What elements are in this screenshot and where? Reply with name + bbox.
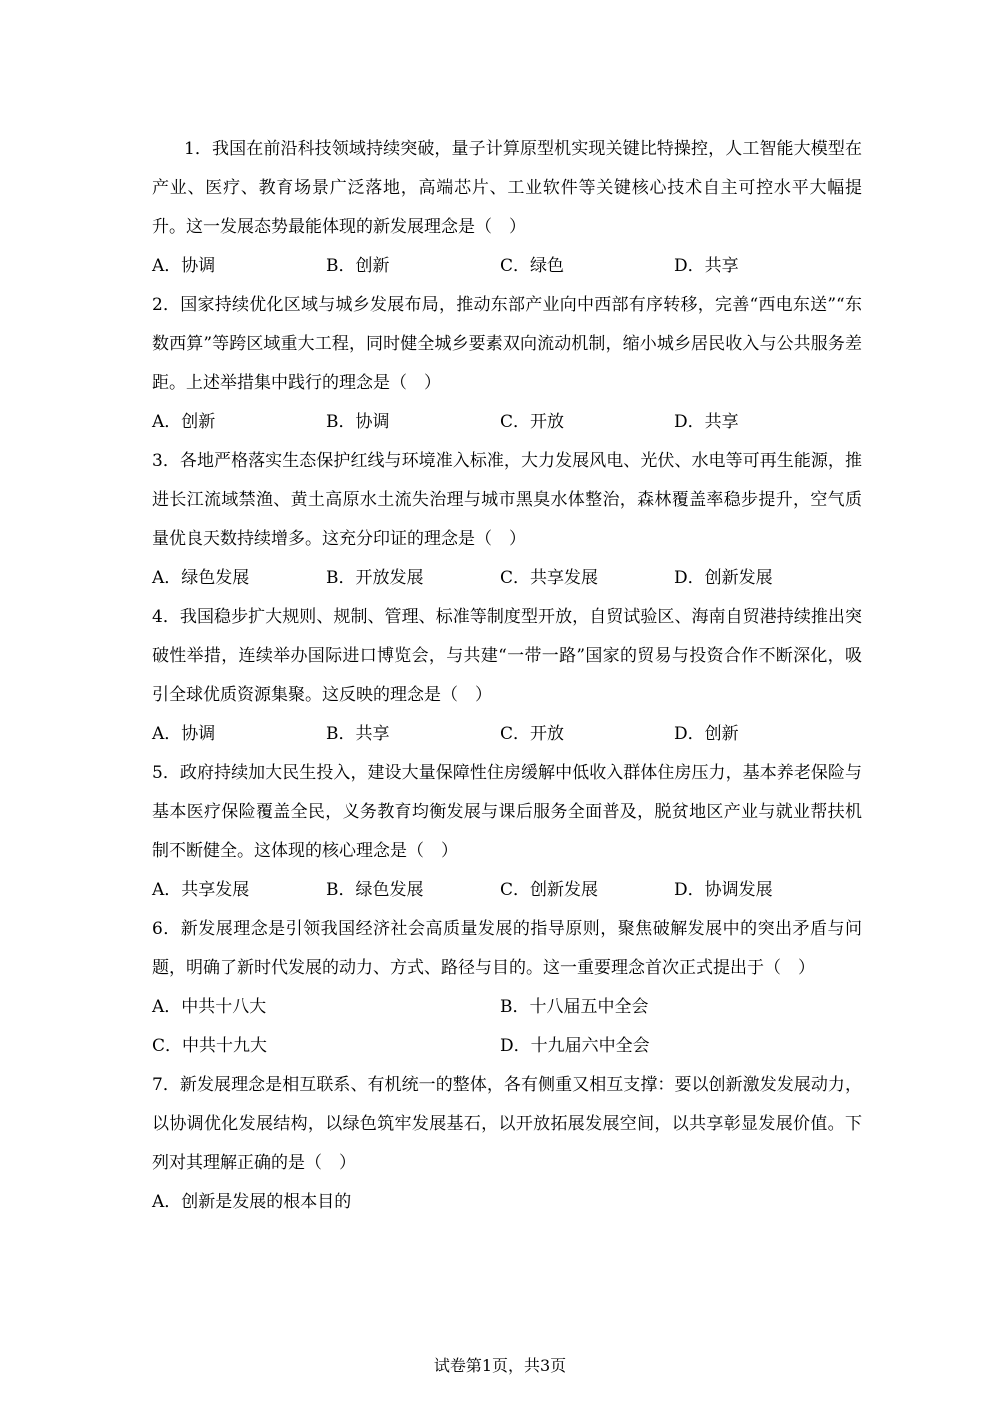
option-row [152, 871, 862, 910]
page-footer: 试卷第1页，共3页 [433, 1356, 567, 1375]
question-stem: 2．国家持续优化区域与城乡发展布局，推动东部产业向中西部有序转移，完善“西电东送”“东数西算”等跨区域重大工程，同时健全城乡要素双向流动机制，缩小城乡居民收入与公共服务差距。上述举措集中践行的理念是（ ） [152, 295, 862, 393]
option-d: D．协调发展 [674, 880, 773, 900]
question-stem: 6．新发展理念是引领我国经济社会高质量发展的指导原则，聚焦破解发展中的突出矛盾与问题，明确了新时代发展的动力、方式、路径与目的。这一重要理念首次正式提出于（ ） [152, 919, 862, 978]
option-c: C．共享发展 [500, 568, 599, 588]
option-row [152, 247, 862, 286]
question-2 [152, 286, 862, 442]
question-stem: 5．政府持续加大民生投入，建设大量保障性住房缓解中低收入群体住房压力，基本养老保险与基本医疗保险覆盖全民，义务教育均衡发展与课后服务全面普及，脱贫地区产业与就业帮扶机制不断健全。这体现的核心理念是（ ） [152, 763, 862, 861]
question-list [152, 130, 862, 1222]
option-a: A．创新是发展的根本目的 [152, 1192, 352, 1212]
option-c: C．中共十九大 [152, 1036, 268, 1056]
option-a: A．中共十八大 [152, 997, 267, 1017]
option-d: D．共享 [674, 256, 739, 276]
question-4 [152, 598, 862, 754]
option-a: A．协调 [152, 256, 216, 276]
option-a: A．创新 [152, 412, 216, 432]
question-3 [152, 442, 862, 598]
option-row [152, 715, 862, 754]
option-column [152, 1183, 862, 1222]
option-b: B．协调 [326, 412, 390, 432]
option-b: B．共享 [326, 724, 390, 744]
option-a: A．共享发展 [152, 880, 250, 900]
question-6 [152, 910, 862, 1066]
question-stem: 7．新发展理念是相互联系、有机统一的整体，各有侧重又相互支撑：要以创新激发发展动力，以协调优化发展结构，以绿色筑牢发展基石，以开放拓展发展空间，以共享彰显发展价值。下列对其理解正确的是（ ） [152, 1075, 862, 1173]
option-c: C．创新发展 [500, 880, 599, 900]
option-row [152, 403, 862, 442]
option-b: B．十八届五中全会 [500, 997, 649, 1017]
question-1 [152, 130, 862, 286]
option-a: A．协调 [152, 724, 216, 744]
option-d: D．创新 [674, 724, 739, 744]
option-b: B．开放发展 [326, 568, 424, 588]
option-b: B．绿色发展 [326, 880, 424, 900]
option-c: C．开放 [500, 412, 565, 432]
option-grid [152, 988, 862, 1066]
question-stem: 3．各地严格落实生态保护红线与环境准入标准，大力发展风电、光伏、水电等可再生能源，推进长江流域禁渔、黄土高原水土流失治理与城市黑臭水体整治，森林覆盖率稳步提升，空气质量优良天数持续增多。这充分印证的理念是（ ） [152, 451, 862, 549]
question-stem: 1．我国在前沿科技领域持续突破，量子计算原型机实现关键比特操控，人工智能大模型在产业、医疗、教育场景广泛落地，高端芯片、工业软件等关键核心技术自主可控水平大幅提升。这一发展态势最能体现的新发展理念是（ ） [152, 139, 862, 237]
option-c: C．绿色 [500, 256, 565, 276]
option-a: A．绿色发展 [152, 568, 250, 588]
question-7 [152, 1066, 862, 1222]
option-row [152, 559, 862, 598]
option-d: D．共享 [674, 412, 739, 432]
question-5 [152, 754, 862, 910]
option-d: D．创新发展 [674, 568, 773, 588]
option-d: D．十九届六中全会 [500, 1036, 650, 1056]
option-c: C．开放 [500, 724, 565, 744]
option-b: B．创新 [326, 256, 390, 276]
question-stem: 4．我国稳步扩大规则、规制、管理、标准等制度型开放，自贸试验区、海南自贸港持续推出突破性举措，连续举办国际进口博览会，与共建“一带一路”国家的贸易与投资合作不断深化，吸引全球优质资源集聚。这反映的理念是（ ） [152, 607, 862, 705]
